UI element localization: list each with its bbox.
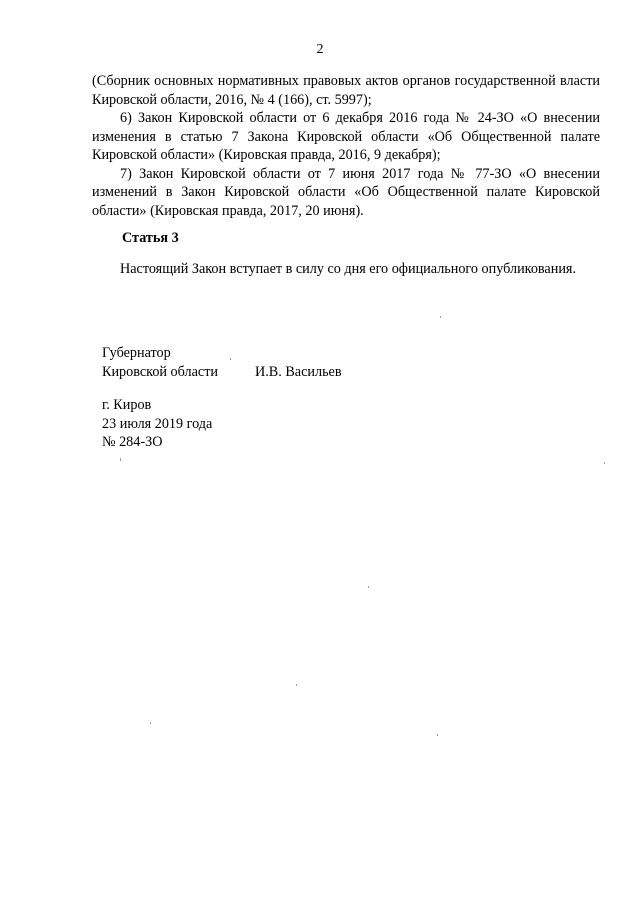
list-item-6: 6) Закон Кировской области от 6 декабря 2016 года № 24-ЗО «О внесении изменения в статью 7 Закона Кировской области «Об Общественной палате Кировской области» (Кировская правда, 2016, 9 декабря);	[92, 110, 600, 163]
scan-speck	[437, 734, 438, 736]
page-number: 2	[316, 42, 324, 57]
city: г. Киров	[102, 397, 152, 413]
signatory-title-line2: Кировской области	[102, 363, 218, 380]
scan-speck	[368, 586, 369, 588]
article-heading: Статья 3	[122, 230, 179, 246]
law-number: № 284-ЗО	[102, 434, 163, 450]
list-item-5-continuation: (Сборник основных нормативных правовых актов органов государственной власти Кировской области, 2016, № 4 (166), ст. 5997);	[92, 73, 600, 108]
list-item-7: 7) Закон Кировской области от 7 июня 2017 года № 77-ЗО «О внесении изменений в Закон Кировской области «Об Общественной палате Кировской области» (Кировская правда, 2017, 20 июня).	[92, 165, 600, 219]
scan-speck	[230, 358, 231, 360]
signatory-title-line1: Губернатор	[102, 345, 171, 361]
scan-speck	[296, 684, 297, 686]
place-date-block	[102, 396, 212, 452]
scan-speck	[440, 316, 441, 318]
scan-speck	[120, 458, 121, 461]
article-text: Настоящий Закон вступает в силу со дня его официального опубликования.	[120, 261, 576, 277]
signatory-name: И.В. Васильев	[255, 363, 342, 380]
scan-speck	[150, 722, 151, 724]
law-date: 23 июля 2019 года	[102, 415, 213, 432]
signature-block	[102, 344, 342, 381]
article-body	[92, 260, 600, 279]
list-continuation	[92, 72, 600, 220]
scan-speck	[604, 462, 605, 464]
